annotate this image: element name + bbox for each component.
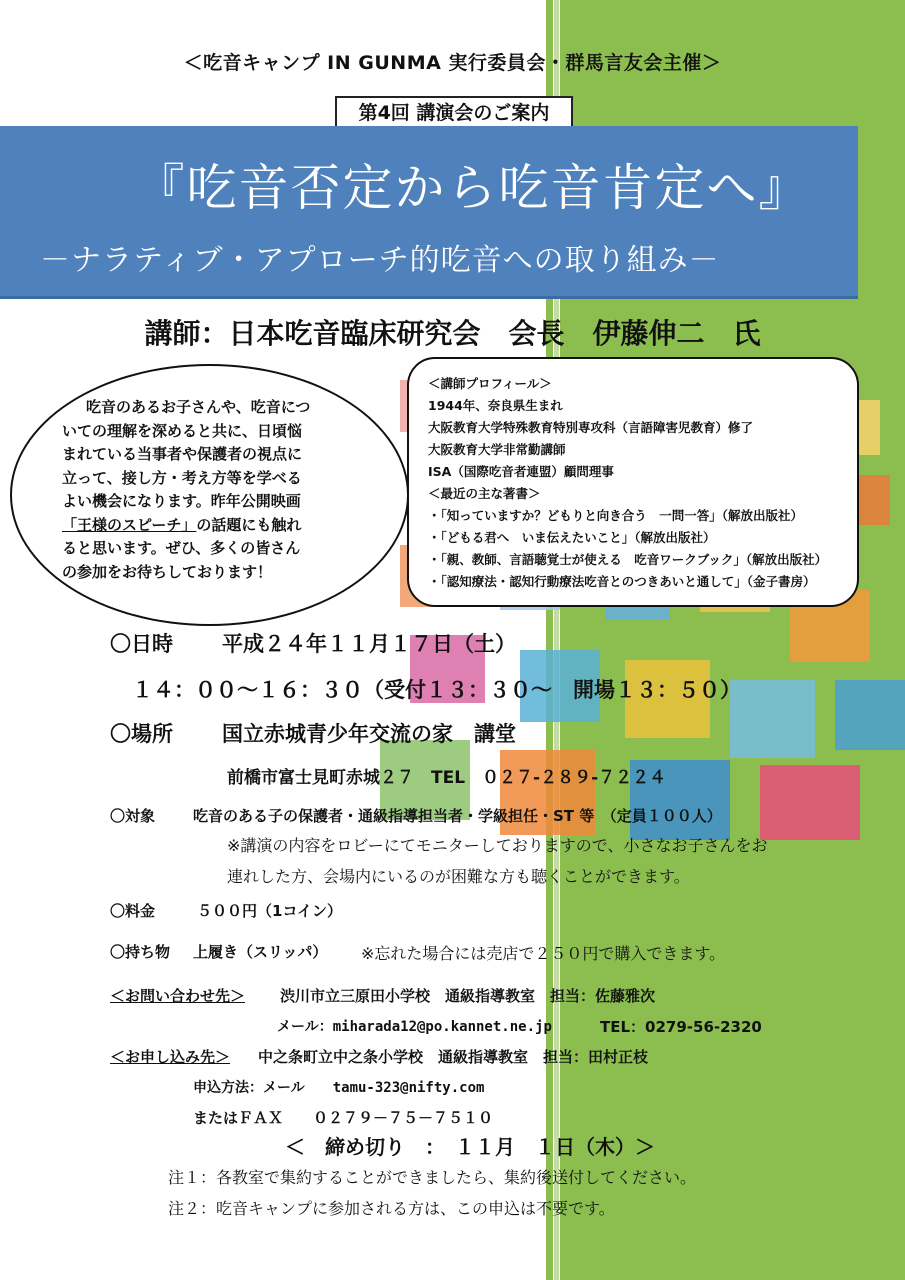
apply-method: 申込方法：メール tamu-323@nifty.com — [193, 1080, 485, 1096]
time-value: １４：００～１６：３０（受付１３：３０～ 開場１３：５０） — [132, 678, 741, 702]
intro-text — [62, 396, 362, 584]
books-heading: ＜最近の主な著書＞ — [428, 486, 541, 501]
bring-note: ※忘れた場合には売店で２５０円で購入できます。 — [361, 944, 726, 963]
place-value: 国立赤城青少年交流の家 講堂 — [222, 722, 516, 746]
profile-line: 1944年、奈良県生まれ — [428, 398, 563, 413]
inquiry-label: ＜お問い合わせ先＞ — [110, 987, 246, 1005]
book-item: ・「認知療法・認知行動療法吃音とのつきあいと通して」（金子書房） — [428, 574, 816, 589]
intro-line: 吃音のあるお子さんや、吃音につ — [86, 398, 311, 416]
intro-line: まれている当事者や保護者の視点に — [62, 445, 303, 463]
book-item: ・「どもる君へ いま伝えたいこと」（解放出版社） — [428, 530, 716, 545]
intro-line: よい機会になります。昨年公開映画 — [62, 492, 301, 510]
intro-line: の参加をお待ちしております！ — [62, 562, 273, 581]
bring-label: 〇持ち物 — [110, 943, 171, 961]
fee-label: 〇料金 — [110, 902, 156, 920]
profile-heading: ＜講師プロフィール＞ — [428, 376, 552, 391]
venue-address: 前橋市富士見町赤城２７ TEL ０２７-２８９-７２２４ — [227, 768, 667, 788]
date-label: 〇日時 — [110, 632, 173, 656]
bring-value: 上履き（スリッパ） — [193, 943, 328, 961]
note-1: 注１：各教室で集約することができましたら、集約後送付してください。 — [168, 1168, 697, 1187]
date-value: 平成２４年１１月１７日（土） — [222, 632, 516, 656]
profile-text — [428, 373, 858, 593]
monitor-note-2: 連れした方、会場内にいるのが困難な方も聴くことができます。 — [227, 867, 690, 886]
inquiry-value: 渋川市立三原田小学校 通級指導教室 担当：佐藤雅次 — [280, 987, 656, 1005]
place-label: 〇場所 — [110, 722, 173, 746]
main-title: 『吃音否定から吃音肯定へ』 — [134, 159, 811, 217]
apply-value: 中之条町立中之条小学校 通級指導教室 担当：田村正枝 — [258, 1048, 649, 1066]
movie-title: 「王様のスピーチ」 — [62, 515, 197, 534]
book-item: ・「親、教師、言語聴覚士が使える 吃音ワークブック」（解放出版社） — [428, 552, 828, 567]
note-2: 注２：吃音キャンプに参加される方は、この申込は不要です。 — [168, 1199, 615, 1218]
organizer-line: ＜吃音キャンプ IN GUNMA 実行委員会・群馬言友会主催＞ — [183, 52, 722, 74]
monitor-note-1: ※講演の内容をロビーにてモニターしておりますので、小さなお子さんをお — [227, 836, 768, 855]
profile-line: 大阪教育大学非常勤講師 — [428, 442, 566, 457]
lecturer-line: 講師：日本吃音臨床研究会 会長 伊藤伸二 氏 — [144, 317, 761, 350]
apply-label: ＜お申し込み先＞ — [110, 1048, 231, 1066]
intro-line — [62, 514, 362, 538]
inquiry-tel: TEL：0279-56-2320 — [600, 1018, 762, 1036]
profile-line: 大阪教育大学特殊教育特別専攻科（言語障害児教育）修了 — [428, 420, 754, 435]
intro-line: 立って、接し方・考え方等を学べる — [62, 468, 302, 487]
event-label-box: 第4回 講演会のご案内 — [335, 96, 573, 130]
intro-line: いての理解を深めると共に、日頃悩 — [62, 421, 303, 440]
apply-fax: またはＦＡＸ ０２７９－７５－７５１０ — [193, 1109, 494, 1127]
deadline: ＜ 締め切り ： １１月 １日（木）＞ — [285, 1135, 655, 1159]
target-label: 〇対象 — [110, 807, 156, 825]
profile-line: ISA（国際吃音者連盟）顧問理事 — [428, 464, 614, 479]
target-value: 吃音のある子の保護者・通級指導担当者・学級担任・ST 等 （定員１００人） — [193, 807, 722, 825]
fee-value: ５００円（1コイン） — [197, 902, 342, 920]
inquiry-email: メール：miharada12@po.kannet.ne.jp — [277, 1019, 552, 1035]
book-item: ・「知っていますか？どもりと向き合う 一問一答」（解放出版社） — [428, 508, 804, 523]
intro-line-rest: の話題にも触れ — [196, 515, 302, 534]
intro-line: ると思います。ぜひ、多くの皆さん — [62, 539, 301, 557]
sub-title: －ナラティブ・アプローチ的吃音への取り組み－ — [40, 243, 720, 278]
